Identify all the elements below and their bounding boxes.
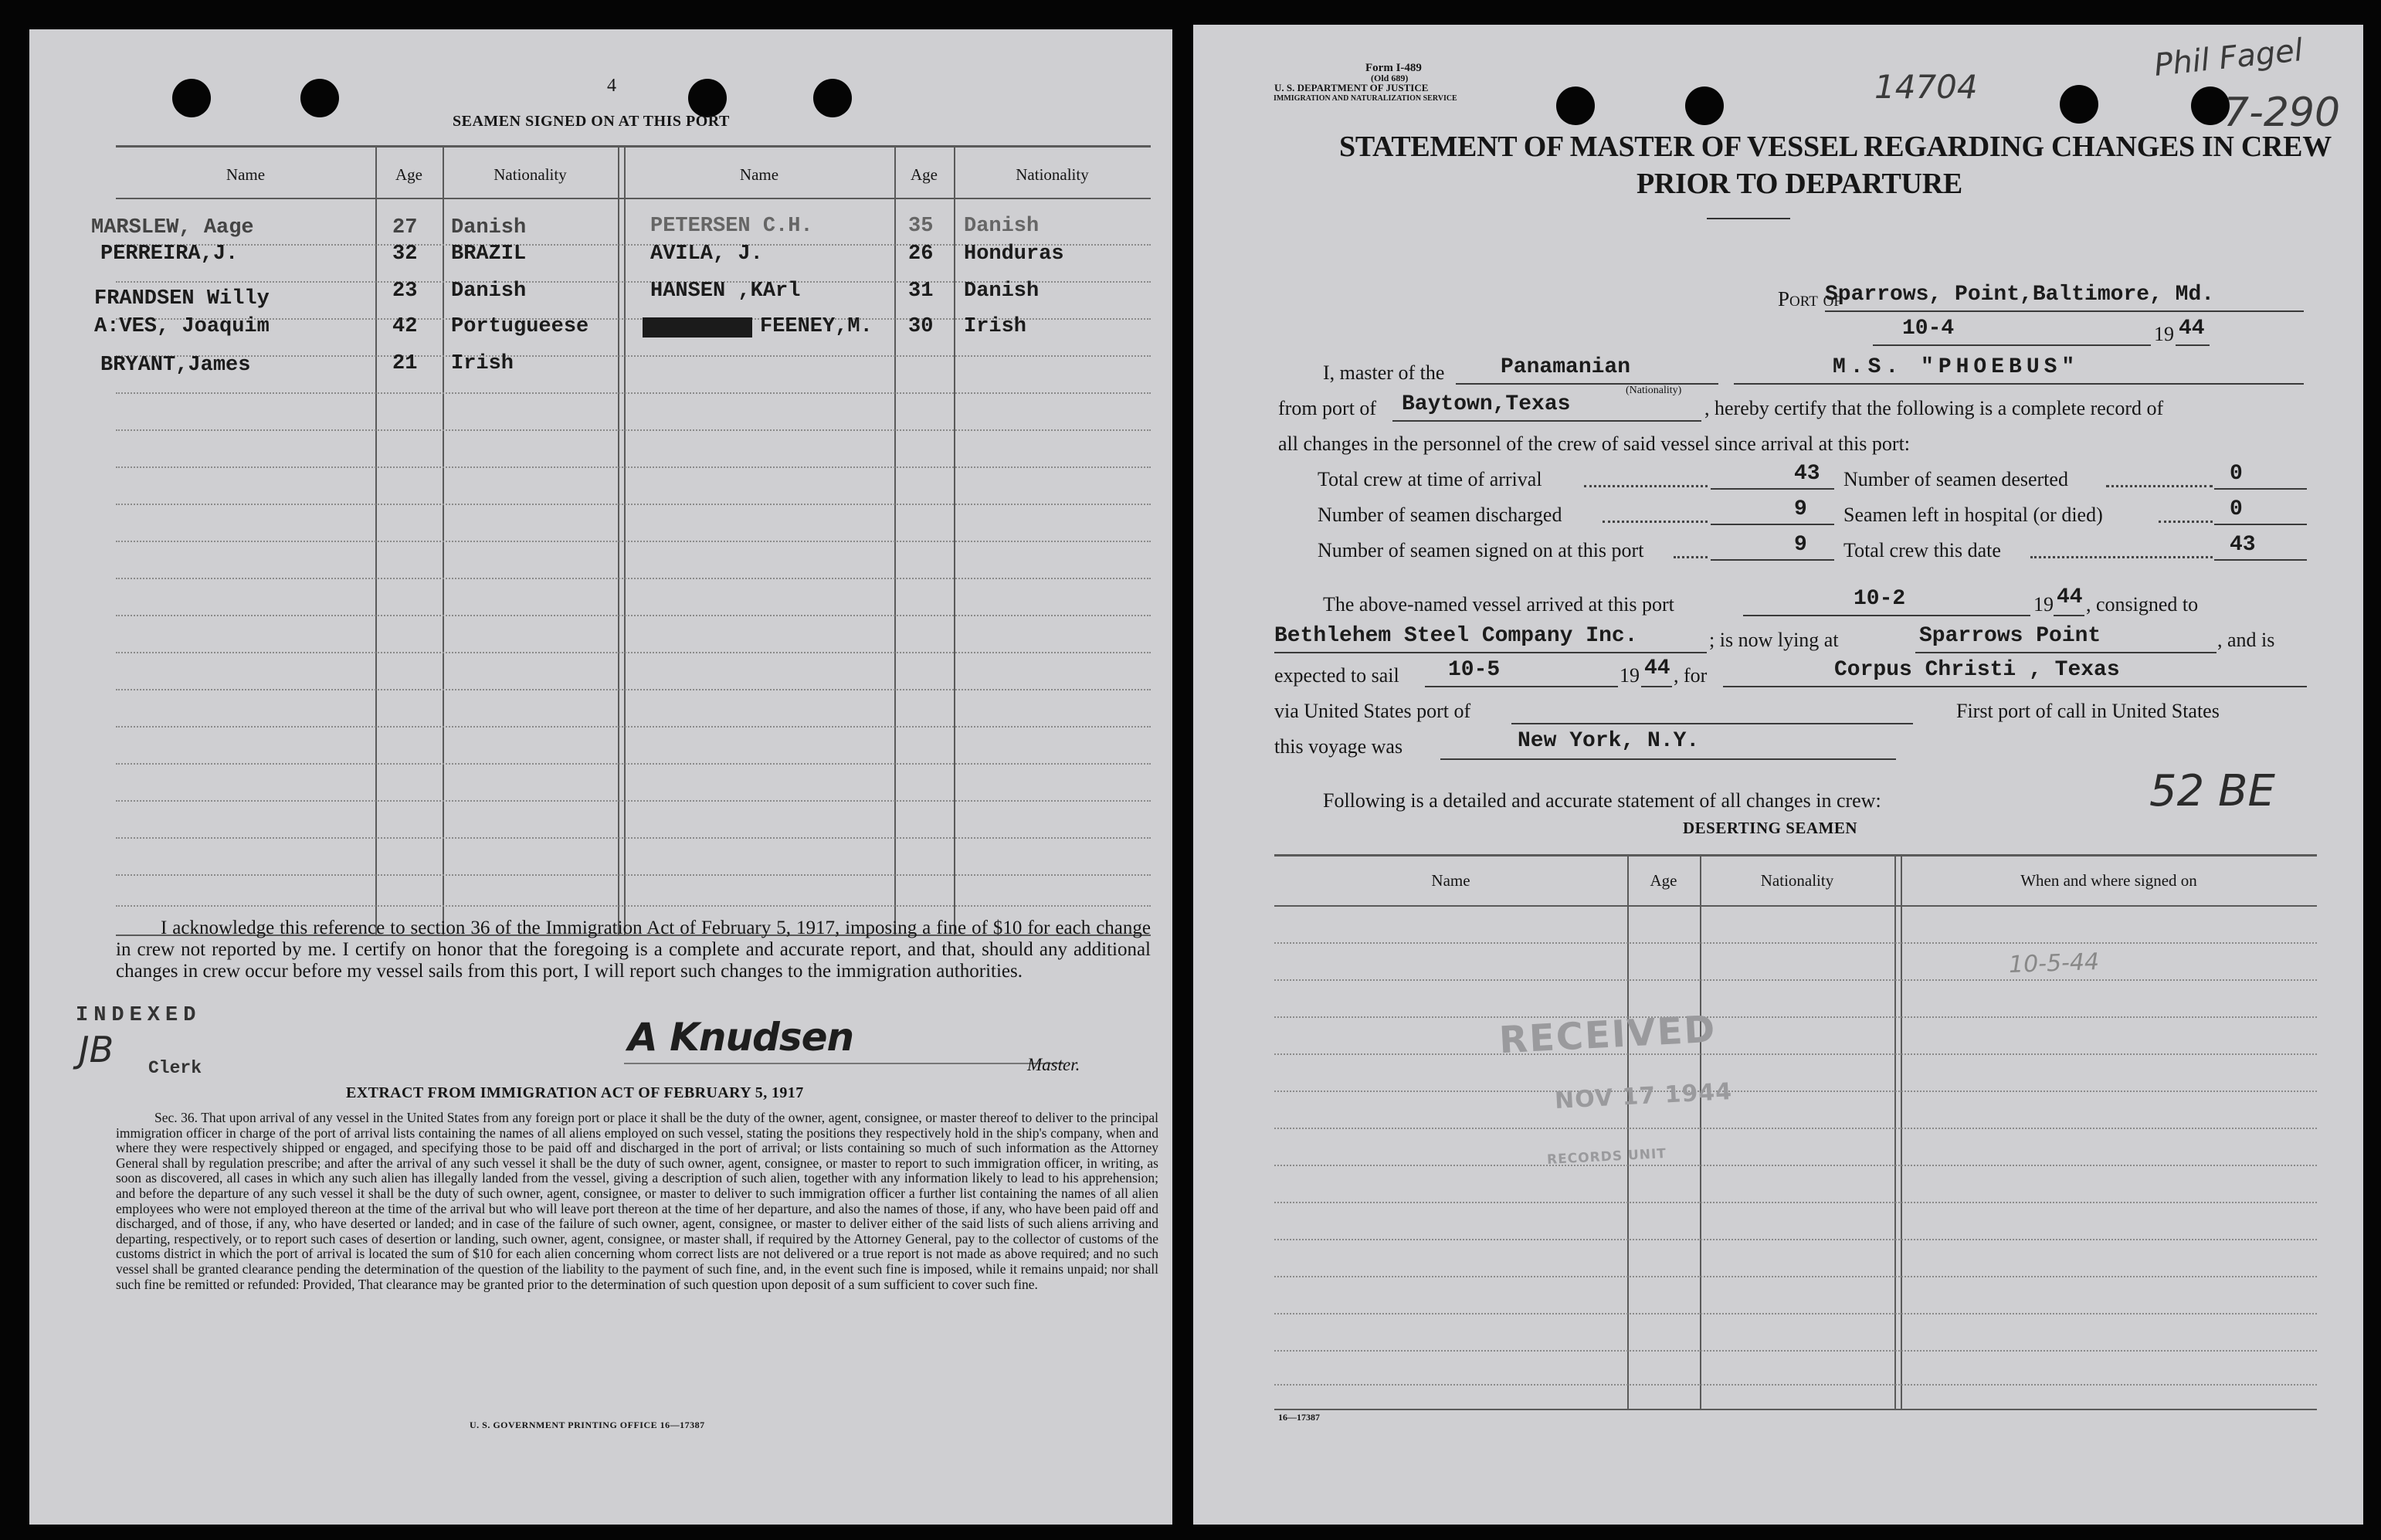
row-rule <box>116 578 1151 579</box>
punch-hole <box>300 79 339 117</box>
row-rule <box>1274 1016 2317 1018</box>
vessel-value: M.S. "PHOEBUS" <box>1833 355 2080 379</box>
received-date-stamp: NOV 17 1944 <box>1554 1078 1733 1114</box>
row-rule <box>116 615 1151 616</box>
row-rule <box>1274 1350 2317 1352</box>
row-rule <box>1274 942 2317 944</box>
form-old-number: (Old 689) <box>1371 73 1409 83</box>
nationality-value: Panamanian <box>1501 355 1631 379</box>
right-page <box>1193 25 2363 1525</box>
via-line <box>1511 723 1913 724</box>
changes-text: all changes in the personnel of the crew of said vessel since arrival at this port: <box>1278 432 1911 455</box>
row-rule <box>1274 1128 2317 1129</box>
nationality-caption: (Nationality) <box>1626 385 1682 396</box>
stat-line <box>1711 559 1834 561</box>
row-rule <box>1274 1239 2317 1240</box>
master-of-label: I, master of the <box>1323 361 1445 384</box>
seaman-name: AVILA, J. <box>650 243 763 266</box>
file-number: 14704 <box>1874 68 1978 106</box>
from-port-label: from port of <box>1278 397 1377 419</box>
seaman-age: 26 <box>908 243 934 266</box>
stat-label: Seamen left in hospital (or died) <box>1843 504 2103 526</box>
sail-date-line <box>1425 686 1618 687</box>
certify-text: , hereby certify that the following is a complete record of <box>1704 397 2164 419</box>
consignee-line <box>1274 652 1707 653</box>
punch-hole <box>172 79 211 117</box>
column-header-nationality: Nationality <box>1016 165 1089 184</box>
port-line <box>1825 310 2304 312</box>
seaman-nationality: Honduras <box>964 243 1064 266</box>
title-rule <box>1707 218 1790 219</box>
following-label: Following is a detailed and accurate statement of all changes in crew: <box>1323 789 1881 812</box>
deserting-column-age: Age <box>1650 871 1677 890</box>
date-line <box>1873 344 2151 346</box>
indexed-stamp: INDEXED <box>76 1004 202 1027</box>
column-header-name: Name <box>739 165 779 184</box>
records-unit-stamp: RECORDS UNIT <box>1546 1145 1667 1169</box>
punch-hole <box>813 79 852 117</box>
seaman-nationality: Irish <box>451 352 514 375</box>
deserting-table-header-rule <box>1274 905 2317 907</box>
row-rule <box>116 355 1151 357</box>
table-top-rule <box>116 145 1151 148</box>
stat-label: Total crew at time of arrival <box>1318 468 1542 490</box>
row-rule <box>116 392 1151 394</box>
form-number: Form I-489 <box>1365 62 1422 74</box>
section-title: SEAMEN SIGNED ON AT THIS PORT <box>453 113 730 130</box>
signature-line <box>624 1063 1064 1064</box>
leader-dots <box>1603 521 1708 523</box>
row-rule <box>116 689 1151 690</box>
year-line <box>2176 344 2210 346</box>
seaman-name: PETERSEN C.H. <box>650 215 813 238</box>
stat-label: Number of seamen discharged <box>1318 504 1562 526</box>
port-value: Sparrows, Point,Baltimore, Md. <box>1825 283 2215 307</box>
table-header-rule <box>116 198 1151 199</box>
column-divider <box>1700 856 1701 1409</box>
service-name: IMMIGRATION AND NATURALIZATION SERVICE <box>1274 94 1457 103</box>
row-rule <box>1274 1053 2317 1055</box>
year-prefix: 19 <box>2154 323 2174 345</box>
consigned-label: , consigned to <box>2086 593 2199 616</box>
handwritten-code: 52 BE <box>2149 766 2275 816</box>
seaman-age: 35 <box>908 215 934 238</box>
stat-value: 43 <box>2230 533 2256 557</box>
year-prefix: 19 <box>1620 664 1640 687</box>
stat-line <box>2214 524 2307 525</box>
seaman-age: 42 <box>392 315 418 338</box>
form-title-line1: STATEMENT OF MASTER OF VESSEL REGARDING CHANGES IN CREW <box>1339 131 2332 163</box>
column-header-nationality: Nationality <box>493 165 567 184</box>
seaman-name: FRANDSEN Willy <box>94 287 270 310</box>
from-port-line <box>1392 420 1701 422</box>
stat-value: 9 <box>1794 497 1807 521</box>
vessel-line <box>1734 383 2304 385</box>
form-title-line2: PRIOR TO DEPARTURE <box>1637 168 1962 200</box>
stat-label: Number of seamen signed on at this port <box>1318 539 1644 561</box>
row-rule <box>1274 1091 2317 1092</box>
leader-dots <box>1674 556 1708 558</box>
column-divider <box>1894 856 1896 1409</box>
stat-line <box>1711 488 1834 490</box>
deserting-column-name: Name <box>1431 871 1470 890</box>
leader-dots <box>2030 556 2213 558</box>
deserting-table-bottom <box>1274 1409 2317 1410</box>
leader-dots <box>2106 485 2213 487</box>
consignee-value: Bethlehem Steel Company Inc. <box>1274 624 1638 648</box>
lying-line <box>1915 652 2217 653</box>
department-name: U. S. DEPARTMENT OF JUSTICE <box>1274 82 1429 93</box>
leader-dots <box>1584 485 1708 487</box>
voyage-line <box>1440 758 1896 760</box>
row-rule <box>116 504 1151 505</box>
arrived-year: 44 <box>2057 585 2083 609</box>
row-rule <box>116 429 1151 431</box>
stat-line <box>2214 488 2307 490</box>
seaman-age: 32 <box>392 243 418 266</box>
left-page <box>29 29 1172 1525</box>
row-rule <box>1274 1202 2317 1203</box>
row-rule <box>116 726 1151 728</box>
seaman-name: BRYANT,James <box>100 354 251 377</box>
stat-value: 0 <box>2230 497 2243 521</box>
row-rule <box>1274 1276 2317 1277</box>
seaman-name: HANSEN ,KArl <box>650 280 801 303</box>
port-label: Port of <box>1778 287 1842 310</box>
stat-value: 0 <box>2230 462 2243 486</box>
deserting-column-signed-on: When and where signed on <box>2020 871 2197 890</box>
seaman-nationality: Danish <box>964 280 1040 303</box>
master-label: Master. <box>1027 1055 1080 1074</box>
seaman-age: 30 <box>908 315 934 338</box>
column-divider <box>1901 856 1902 1409</box>
page-number: 4 <box>607 76 616 96</box>
stat-label: Number of seamen deserted <box>1843 468 2068 490</box>
seaman-name: PERREIRA,J. <box>100 243 239 266</box>
column-header-age: Age <box>911 165 938 184</box>
seaman-nationality: Irish <box>964 315 1027 338</box>
row-rule <box>116 837 1151 839</box>
sail-year: 44 <box>1644 656 1670 680</box>
and-is-label: , and is <box>2217 629 2275 651</box>
lying-label: ; is now lying at <box>1709 629 1839 651</box>
stat-line <box>1711 524 1834 525</box>
seaman-age: 21 <box>392 352 418 375</box>
row-rule <box>1274 979 2317 981</box>
year-prefix: 19 <box>2033 593 2054 616</box>
column-header-age: Age <box>395 165 422 184</box>
lying-value: Sparrows Point <box>1919 624 2101 648</box>
seaman-nationality: Danish <box>451 280 527 303</box>
row-rule <box>116 652 1151 653</box>
punch-hole <box>1685 86 1724 125</box>
expected-label: expected to sail <box>1274 664 1399 687</box>
date-value: 10-4 <box>1902 317 1955 341</box>
arrived-line <box>1743 615 2030 616</box>
seaman-nationality: Danish <box>451 216 527 239</box>
for-label: , for <box>1674 664 1708 687</box>
seaman-nationality: Danish <box>964 215 1040 238</box>
row-rule <box>1274 1384 2317 1386</box>
master-signature: A Knudsen <box>628 1015 854 1060</box>
clerk-initials: JB <box>79 1029 114 1070</box>
deserting-table-top <box>1274 854 2317 856</box>
seaman-age: 23 <box>392 280 418 303</box>
row-rule <box>116 763 1151 765</box>
row-rule <box>116 541 1151 542</box>
received-stamp: RECEIVED <box>1497 1007 1718 1063</box>
stat-value: 43 <box>1794 462 1820 486</box>
stat-value: 9 <box>1794 533 1807 557</box>
corner-note: Phil Fagel <box>2152 32 2305 83</box>
row-rule <box>116 874 1151 876</box>
from-port-value: Baytown,Texas <box>1402 392 1571 416</box>
via-label: via United States port of <box>1274 700 1471 722</box>
acknowledgement-text: I acknowledge this reference to section 36 of the Immigration Act of February 5, 1917, imposing a fine of $10 for each change in crew not reported by me. I certify on honor that the foregoing is a complete and accurate report, and that, should any additional changes in crew occur before my vessel sails from this port, I will report such changes to the immigration authorities. <box>116 918 1151 982</box>
redaction-mark <box>643 317 752 338</box>
seaman-age: 31 <box>908 280 934 303</box>
extract-title: EXTRACT FROM IMMIGRATION ACT OF FEBRUARY 5, 1917 <box>346 1084 804 1101</box>
seaman-nationality: BRAZIL <box>451 243 527 266</box>
seaman-nationality: Portugueese <box>451 315 589 338</box>
seaman-age: 27 <box>392 216 418 239</box>
corner-number: 7-290 <box>2223 90 2341 136</box>
row-rule <box>116 905 1151 907</box>
destination-value: Corpus Christi , Texas <box>1834 658 2120 682</box>
clerk-label: Clerk <box>148 1058 202 1078</box>
column-header-name: Name <box>226 165 266 184</box>
seaman-name: A:VES, Joaquim <box>94 315 270 338</box>
row-rule <box>116 800 1151 802</box>
voyage-value: New York, N.Y. <box>1518 729 1700 753</box>
arrived-year-line <box>2054 615 2084 616</box>
extract-text: Sec. 36. That upon arrival of any vessel in the United States from any foreign port or place it shall be the duty of the owner, agent, consignee, or master thereof to deliver to the principal immigration officer in charge of the port of arrival lists containing the names of all aliens employed on such vessel, stating the positions they respectively hold in the ship's company, when and where they were respectively shipped or engaged, and specifying those to be paid off and discharged in the port of arrival; or lists containing so much of such information as the Attorney General shall by regulation prescribe; and after the arrival of any such vessel it shall be the duty of such owner, agent, consignee, or master to report to such immigration officer, in writing, as soon as discovered, all cases in which any such alien has illegally landed from the vessel, giving a description of such alien, together with any information likely to lead to his apprehension; and before the departure of any such vessel it shall be the duty of such owner, agent, consignee, or master to deliver to such immigration officer a further list containing the names of all alien employees who were not employed thereon at the time of the arrival but who will leave port thereon at the time of her departure, and also the names of those, if any, who have been paid off and discharged, and of those, if any, who have deserted or landed; and in case of the failure of such owner, agent, consignee, or master to deliver either of the said lists of such aliens arriving and departing, respectively, or to report such cases of desertion or landing, such owner, agent, consignee, or master shall, if required by the Attorney General, pay to the collector of customs of the customs district in which the port of arrival is located the sum of $10 for each alien concerning whom correct lists are not delivered or a true report is not made as above required; and no such vessel shall be granted clearance pending the determination of the question of the liability to the payment of such fine, and, in the event such fine is imposed, while it remains unpaid; nor shall such fine be remitted or refunded: Provided, That clearance may be granted prior to the determination of such question upon deposit of a sum sufficient to cover such fine. <box>116 1110 1158 1292</box>
stat-line <box>2214 559 2307 561</box>
printing-office: U. S. GOVERNMENT PRINTING OFFICE 16—17387 <box>470 1420 705 1430</box>
destination-line <box>1723 686 2307 687</box>
arrived-date: 10-2 <box>1854 587 1906 611</box>
punch-hole <box>1556 86 1595 125</box>
leader-dots <box>2159 521 2213 523</box>
punch-hole <box>2060 85 2098 124</box>
arrived-label: The above-named vessel arrived at this port <box>1323 593 1674 616</box>
form-code: 16—17387 <box>1278 1412 1320 1423</box>
row-rule <box>1274 1313 2317 1314</box>
row-rule <box>116 466 1151 468</box>
first-port-label: First port of call in United States <box>1956 700 2220 722</box>
column-divider <box>1627 856 1629 1409</box>
deserting-column-nationality: Nationality <box>1760 871 1834 890</box>
row-rule <box>1274 1165 2317 1166</box>
voyage-label: this voyage was <box>1274 735 1403 758</box>
sail-year-line <box>1641 686 1672 687</box>
year-value: 44 <box>2179 317 2205 341</box>
deserting-title: DESERTING SEAMEN <box>1683 819 1858 837</box>
sail-date: 10-5 <box>1448 658 1501 682</box>
seaman-name: MARSLEW, Aage <box>91 216 254 239</box>
punch-hole <box>688 79 727 117</box>
deserting-note: 10-5-44 <box>2008 948 2100 979</box>
seaman-name: FEENEY,M. <box>760 315 873 338</box>
stat-label: Total crew this date <box>1843 539 2001 561</box>
